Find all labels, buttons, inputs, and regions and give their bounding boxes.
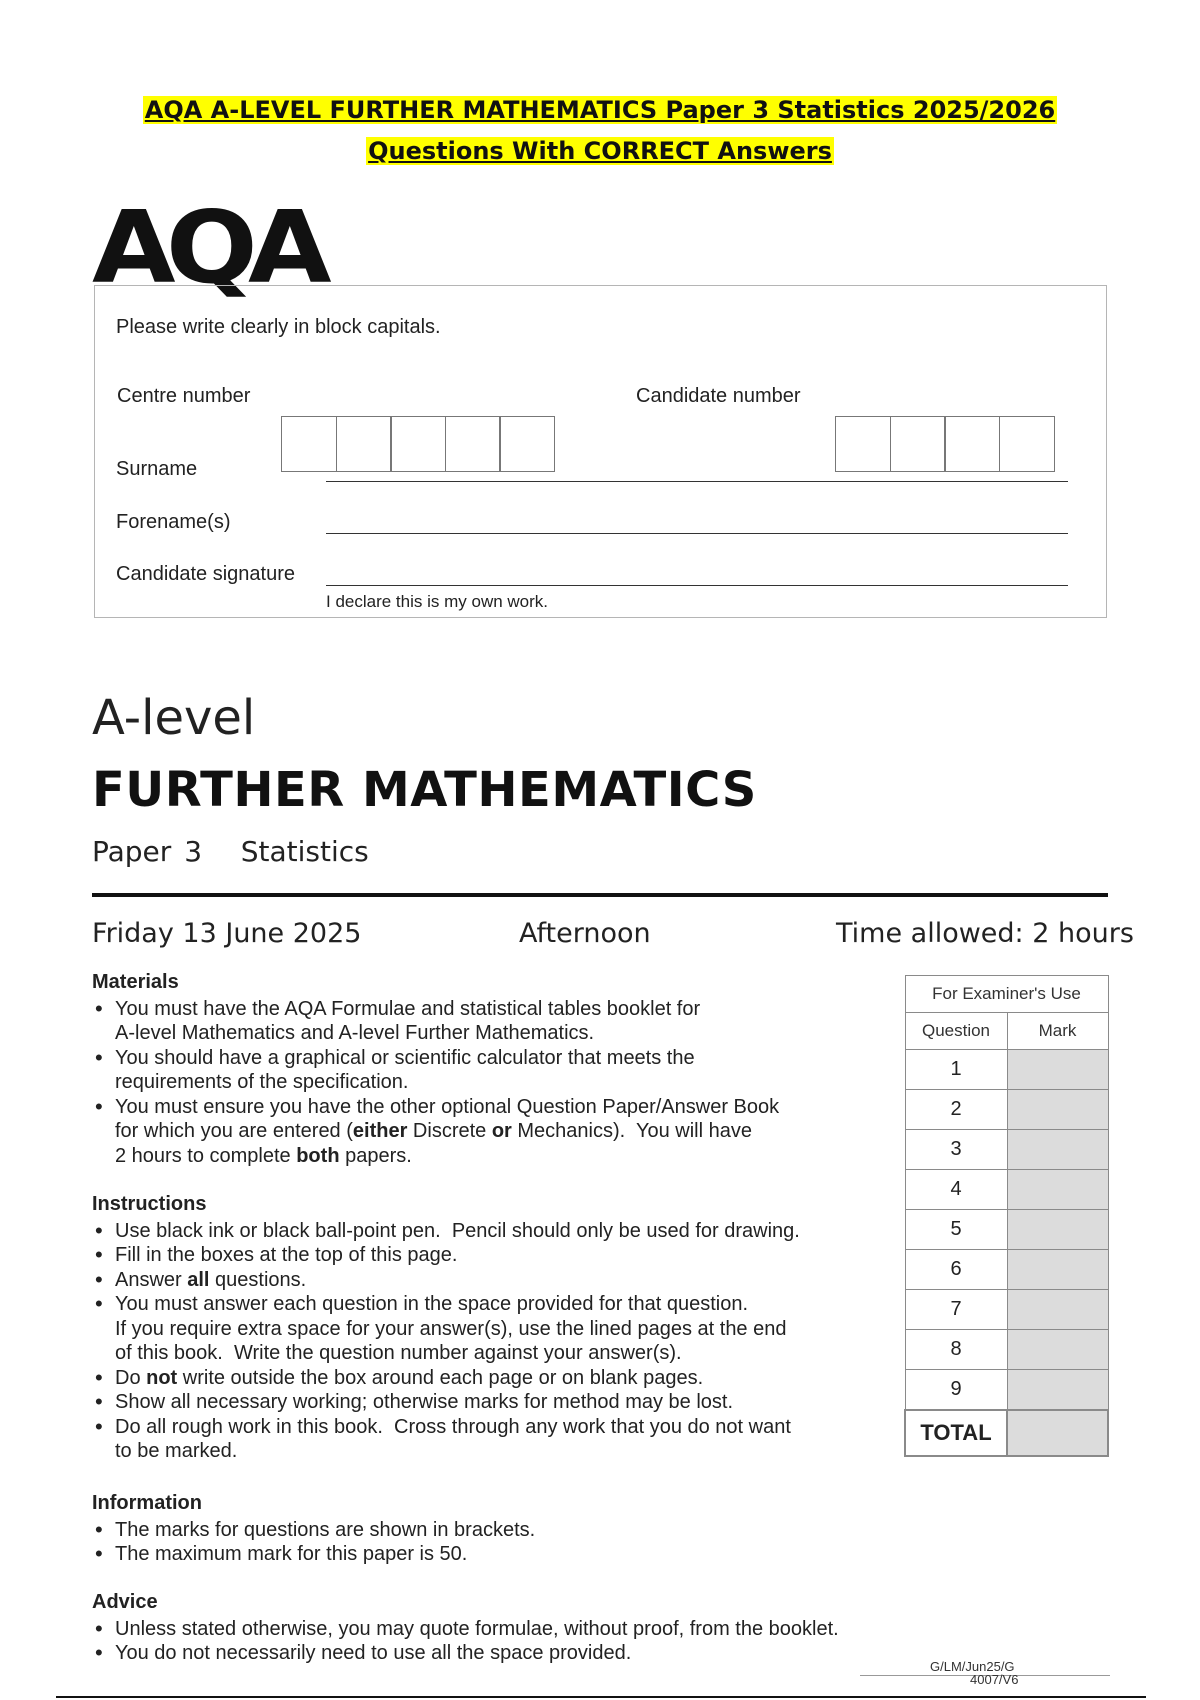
list-item-text: requirements of the specification. [115,1071,409,1093]
list-item [115,1268,892,1293]
centre-digit-box[interactable] [281,416,337,472]
document-title-line-2: Questions With CORRECT Answers [368,137,832,165]
list-item-text: • You must ensure you have the other optional Question Paper/Answer Book [115,1095,780,1118]
mark-cell[interactable] [1007,1210,1108,1250]
question-number: 1 [905,1050,1007,1090]
list-item-text: If you require extra space for your answer(s), use the lined pages at the end [115,1317,787,1340]
centre-number-boxes[interactable] [281,416,554,472]
aqa-logo: AQA [92,189,322,306]
candidate-digit-box[interactable] [890,416,946,472]
surname-field[interactable] [326,481,1068,482]
list-item [115,1292,892,1366]
mark-cell[interactable] [1007,1050,1108,1090]
list-item-text: A-level Mathematics and A-level Further Mathematics. [115,1022,595,1044]
advice-heading: Advice [92,1591,158,1613]
list-item-text: • Do not write outside the box around each page or on blank pages. [115,1366,704,1389]
centre-digit-box[interactable] [390,416,446,472]
list-item [115,1366,892,1391]
examiner-table-title: For Examiner's Use [905,976,1108,1013]
list-item-text: to be marked. [115,1440,238,1462]
table-row [905,1330,1108,1370]
question-number: 7 [905,1290,1007,1330]
list-item-text: • The maximum mark for this paper is 50. [115,1543,468,1565]
exam-date: Friday 13 June 2025 [92,918,362,949]
list-item-text: • You must answer each question in the space provided for that question. [115,1293,748,1315]
candidate-number-label: Candidate number [636,385,801,407]
candidate-number-boxes[interactable] [835,416,1053,472]
signature-label: Candidate signature [116,563,296,585]
list-item [115,1219,892,1244]
total-mark-cell[interactable] [1007,1410,1108,1456]
list-item-text: • Use black ink or black ball-point pen. Pencil should only be used for drawing. [115,1219,800,1242]
list-item-text: • Show all necessary working; otherwise marks for method may be lost. [115,1391,734,1413]
title-divider [92,893,1108,897]
list-item [115,1518,892,1543]
list-item [115,1095,892,1169]
list-item-text: • You do not necessarily need to use all the space provided. [115,1642,632,1664]
table-row [905,1250,1108,1290]
centre-digit-box[interactable] [336,416,392,472]
list-item-text: • Do all rough work in this book. Cross through any work that you do not want [115,1415,791,1438]
table-row [905,1370,1108,1410]
list-item [115,1390,892,1415]
list-item-text: • You should have a graphical or scientific calculator that meets the [115,1046,695,1069]
centre-number-label: Centre number [117,385,251,407]
list-item-text: • The marks for questions are shown in brackets. [115,1518,536,1541]
centre-digit-box[interactable] [499,416,555,472]
materials-heading: Materials [92,971,179,993]
question-column-header: Question [905,1013,1007,1050]
candidate-digit-box[interactable] [944,416,1000,472]
list-item-text: • Fill in the boxes at the top of this page. [115,1244,458,1266]
materials-section [92,970,892,1168]
question-number: 4 [905,1170,1007,1210]
mark-cell[interactable] [1007,1090,1108,1130]
list-item [115,1415,892,1464]
question-number: 6 [905,1250,1007,1290]
mark-column-header: Mark [1007,1013,1108,1050]
declaration-text: I declare this is my own work. [326,592,549,611]
centre-digit-box[interactable] [445,416,501,472]
list-item [115,1617,952,1642]
footer-code [930,1660,1018,1686]
list-item-text: • Unless stated otherwise, you may quote formulae, without proof, from the booklet. [115,1617,839,1640]
instructions-section [92,1192,892,1464]
question-number: 9 [905,1370,1007,1410]
advice-section [92,1590,952,1666]
footer-code-2: 4007/V6 [970,1672,1019,1687]
instructions-heading: Instructions [92,1193,207,1215]
table-row [905,1210,1108,1250]
question-number: 8 [905,1330,1007,1370]
examiner-use-table [904,975,1109,1457]
information-section [92,1491,892,1567]
forenames-label: Forename(s) [116,511,231,533]
mark-cell[interactable] [1007,1170,1108,1210]
mark-cell[interactable] [1007,1290,1108,1330]
candidate-digit-box[interactable] [999,416,1055,472]
footer-code-1: G/LM/Jun25/G [930,1659,1015,1674]
document-title-line-1: AQA A-LEVEL FURTHER MATHEMATICS Paper 3 Statistics 2025/2026 [144,96,1056,124]
signature-field[interactable] [326,585,1068,586]
paper-title: Paper 3 Statistics [92,835,369,868]
list-item-text: • You must have the AQA Formulae and statistical tables booklet for [115,997,701,1020]
table-row [905,1090,1108,1130]
question-number: 2 [905,1090,1007,1130]
page-bottom-rule [56,1696,1146,1698]
surname-label: Surname [116,458,198,480]
list-item-text: for which you are entered (either Discrete or Mechanics). You will have [115,1120,752,1142]
list-item-text: • Answer all questions. [115,1268,307,1291]
forenames-field[interactable] [326,533,1068,534]
question-number: 5 [905,1210,1007,1250]
table-row [905,1170,1108,1210]
block-capitals-instruction: Please write clearly in block capitals. [116,316,441,338]
subject-title: FURTHER MATHEMATICS [92,762,757,818]
mark-cell[interactable] [1007,1130,1108,1170]
qualification-level: A-level [92,690,256,746]
mark-cell[interactable] [1007,1250,1108,1290]
list-item [115,1641,952,1666]
list-item-text: of this book. Write the question number against your answer(s). [115,1342,682,1364]
question-number: 3 [905,1130,1007,1170]
list-item-text: 2 hours to complete both papers. [115,1144,412,1167]
list-item [115,1046,892,1095]
total-label: TOTAL [905,1410,1007,1456]
table-row [905,1290,1108,1330]
candidate-digit-box[interactable] [835,416,891,472]
table-row [905,1130,1108,1170]
list-item [115,997,892,1046]
time-allowed: Time allowed: 2 hours [836,918,1134,949]
table-row [905,1050,1108,1090]
list-item [115,1542,892,1567]
list-item [115,1243,892,1268]
table-row [905,1410,1108,1456]
information-heading: Information [92,1492,202,1514]
exam-session: Afternoon [519,918,651,949]
mark-cell[interactable] [1007,1330,1108,1370]
mark-cell[interactable] [1007,1370,1108,1410]
